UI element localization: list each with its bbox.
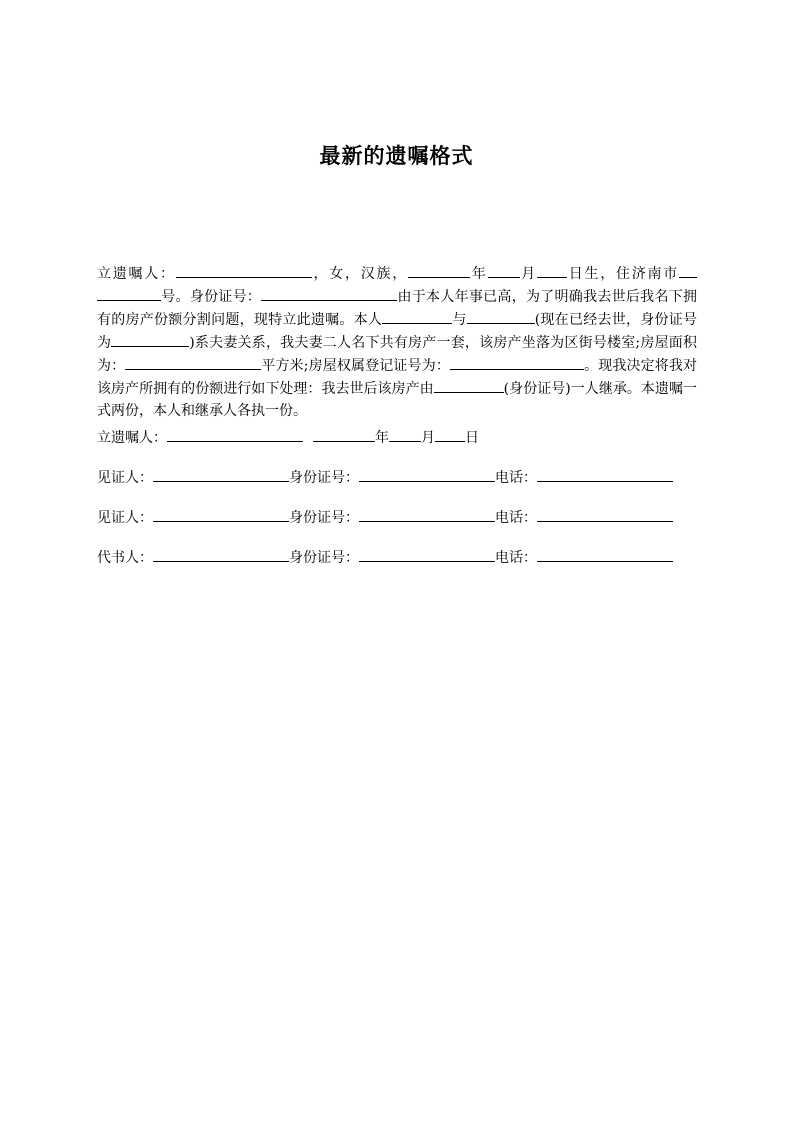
- self-name-blank[interactable]: [382, 308, 452, 324]
- witness1-label: 见证人：: [97, 470, 153, 486]
- witness2-row: [97, 506, 697, 528]
- year-label: 年: [470, 266, 488, 282]
- witness1-phone-blank[interactable]: [537, 466, 673, 482]
- will-body-paragraph: [97, 262, 697, 422]
- sign-day-blank[interactable]: [435, 426, 465, 442]
- spouse-name-blank[interactable]: [467, 308, 535, 324]
- inheritance-text: (身份证号)一人继承。本遗嘱一式两份，本人和继承人各执一份。: [97, 381, 697, 419]
- sign-month-label: 月: [421, 430, 435, 446]
- id-number-text: 号。身份证号：: [161, 289, 262, 305]
- witness1-name-blank[interactable]: [153, 466, 289, 482]
- witness2-id-label: 身份证号：: [289, 510, 359, 526]
- property-location-text: )系夫妻关系，我夫妻二人名下共有房产一套，该房产坐落为区街号楼室;房屋面积为：: [97, 335, 697, 374]
- disposition-text: 。现我决定将我对该房产所拥有的份额进行如下处理：我去世后该房产由: [97, 358, 698, 397]
- purpose-text: 由于本人年事已高，为了明确我去世后我名下拥有的房产份额分割问题，现特立此遗嘱。本人: [97, 289, 698, 328]
- birth-month-blank[interactable]: [488, 262, 520, 278]
- and-text: 与: [452, 312, 467, 328]
- testator-name-blank[interactable]: [176, 262, 312, 278]
- certificate-blank-part2[interactable]: [466, 354, 584, 370]
- testator-signature-blank[interactable]: [167, 426, 303, 442]
- witness2-phone-label: 电话：: [495, 510, 537, 526]
- sign-year-label: 年: [375, 430, 389, 446]
- heir-name-blank[interactable]: [434, 377, 504, 393]
- witness1-row: [97, 466, 697, 488]
- document-title: 最新的遗嘱格式: [319, 144, 474, 168]
- month-label: 月: [519, 266, 537, 282]
- birth-year-blank[interactable]: [408, 262, 470, 278]
- witness2-id-blank[interactable]: [359, 506, 495, 522]
- spouse-id-blank[interactable]: [111, 331, 189, 347]
- certificate-text: 平方米;房屋权属登记证号为：: [261, 358, 450, 374]
- scribe-name-blank[interactable]: [153, 546, 289, 562]
- scribe-phone-blank[interactable]: [537, 546, 673, 562]
- witness2-name-blank[interactable]: [153, 506, 289, 522]
- testator-label: 立遗嘱人：: [97, 266, 176, 282]
- witness1-phone-label: 电话：: [495, 470, 537, 486]
- witness2-phone-blank[interactable]: [537, 506, 673, 522]
- address-blank-part1[interactable]: [679, 262, 697, 278]
- testator-id-blank[interactable]: [261, 285, 397, 301]
- certificate-blank-part1[interactable]: [450, 354, 466, 370]
- residence-text: 日生，住济南市: [567, 266, 679, 282]
- scribe-id-blank[interactable]: [359, 546, 495, 562]
- birth-day-blank[interactable]: [537, 262, 567, 278]
- testator-signature-row: [97, 426, 697, 448]
- testator-sign-label: 立遗嘱人：: [97, 430, 167, 446]
- scribe-label: 代书人：: [97, 550, 153, 566]
- witness2-label: 见证人：: [97, 510, 153, 526]
- sign-month-blank[interactable]: [389, 426, 421, 442]
- sign-year-blank[interactable]: [313, 426, 375, 442]
- gender-ethnicity-text: ，女，汉族，: [311, 266, 408, 282]
- scribe-id-label: 身份证号：: [289, 550, 359, 566]
- scribe-phone-label: 电话：: [495, 550, 537, 566]
- scribe-row: [97, 546, 697, 568]
- spouse-deceased-text: (现在已经去世，身份证号为: [97, 312, 698, 351]
- witness1-id-label: 身份证号：: [289, 470, 359, 486]
- witness1-id-blank[interactable]: [359, 466, 495, 482]
- sign-day-label: 日: [465, 430, 479, 446]
- property-area-blank[interactable]: [125, 354, 261, 370]
- address-blank-part2[interactable]: [97, 285, 161, 301]
